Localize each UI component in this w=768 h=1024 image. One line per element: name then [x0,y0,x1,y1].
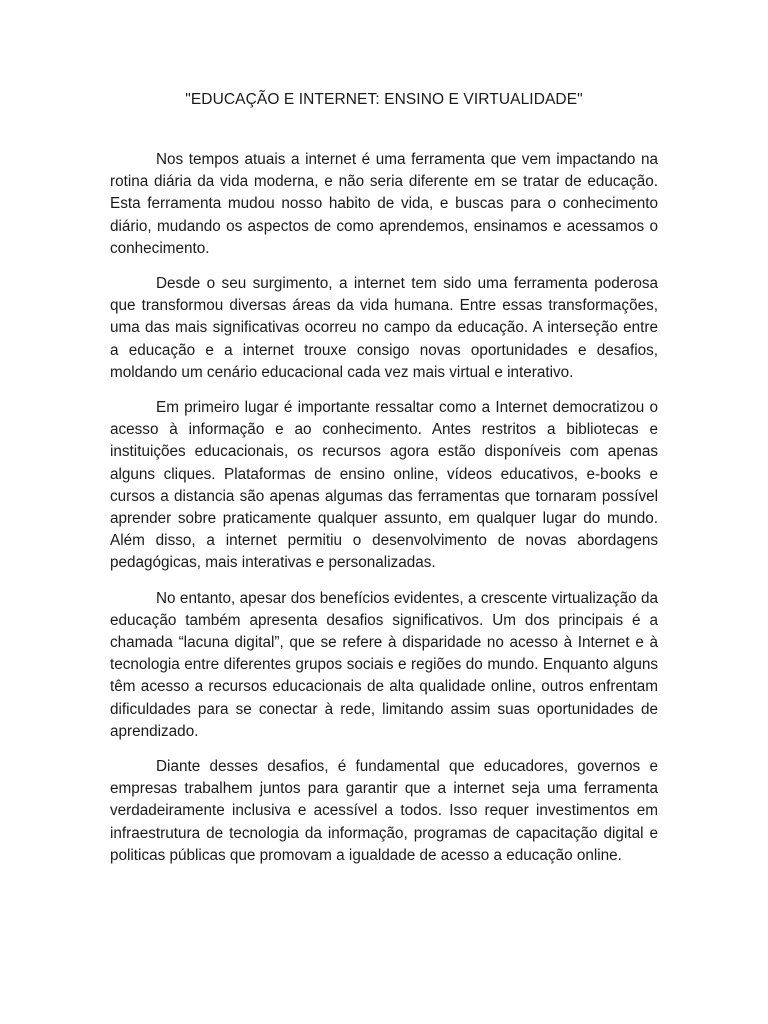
paragraph-5: Diante desses desafios, é fundamental que educadores, governos e empresas trabalhem juntos para garantir que a internet seja uma ferramenta verdadeiramente inclusiva e acessível a todos. Isso requer investimentos em infraestrutura de tecnologia da informação, programas de capacitação digital e politicas públicas que promovam a igualdade de acesso a educação online. [110,758,658,864]
document-title: "EDUCAÇÃO E INTERNET: ENSINO E VIRTUALIDADE" [185,91,583,108]
paragraph-2: Desde o seu surgimento, a internet tem sido uma ferramenta poderosa que transformou diversas áreas da vida humana. Entre essas transformações, uma das mais significativas ocorreu no campo da educação. A interseção entre a educação e a internet trouxe consigo novas oportunidades e desafios, moldando um cenário educacional cada vez mais virtual e interativo. [110,275,658,381]
paragraph-1: Nos tempos atuais a internet é uma ferramenta que vem impactando na rotina diária da vida moderna, e não seria diferente em se tratar de educação. Esta ferramenta mudou nosso habito de vida, e buscas para o conhecimento diário, mudando os aspectos de como aprendemos, ensinamos e acessamos o conhecimento. [110,151,658,257]
paragraph-4: No entanto, apesar dos benefícios evidentes, a crescente virtualização da educação também apresenta desafios significativos. Um dos principais é a chamada “lacuna digital”, que se refere à disparidade no acesso à Internet e à tecnologia entre diferentes grupos sociais e regiões do mundo. Enquanto alguns têm acesso a recursos educacionais de alta qualidade online, outros enfrentam dificuldades para se conectar à rede, limitando assim suas oportunidades de aprendizado. [110,589,658,740]
paragraph-3: Em primeiro lugar é importante ressaltar como a Internet democratizou o acesso à informação e ao conhecimento. Antes restritos a bibliotecas e instituições educacionais, os recursos agora estão disponíveis com apenas alguns cliques. Plataformas de ensino online, vídeos educativos, e-books e cursos a distancia são apenas algumas das ferramentas que tornaram possível aprender sobre praticamente qualquer assunto, em qualquer lugar do mundo. Além disso, a internet permitiu o desenvolvimento de novas abordagens pedagógicas, mais interativas e personalizadas. [110,399,658,572]
document-body [110,149,658,880]
